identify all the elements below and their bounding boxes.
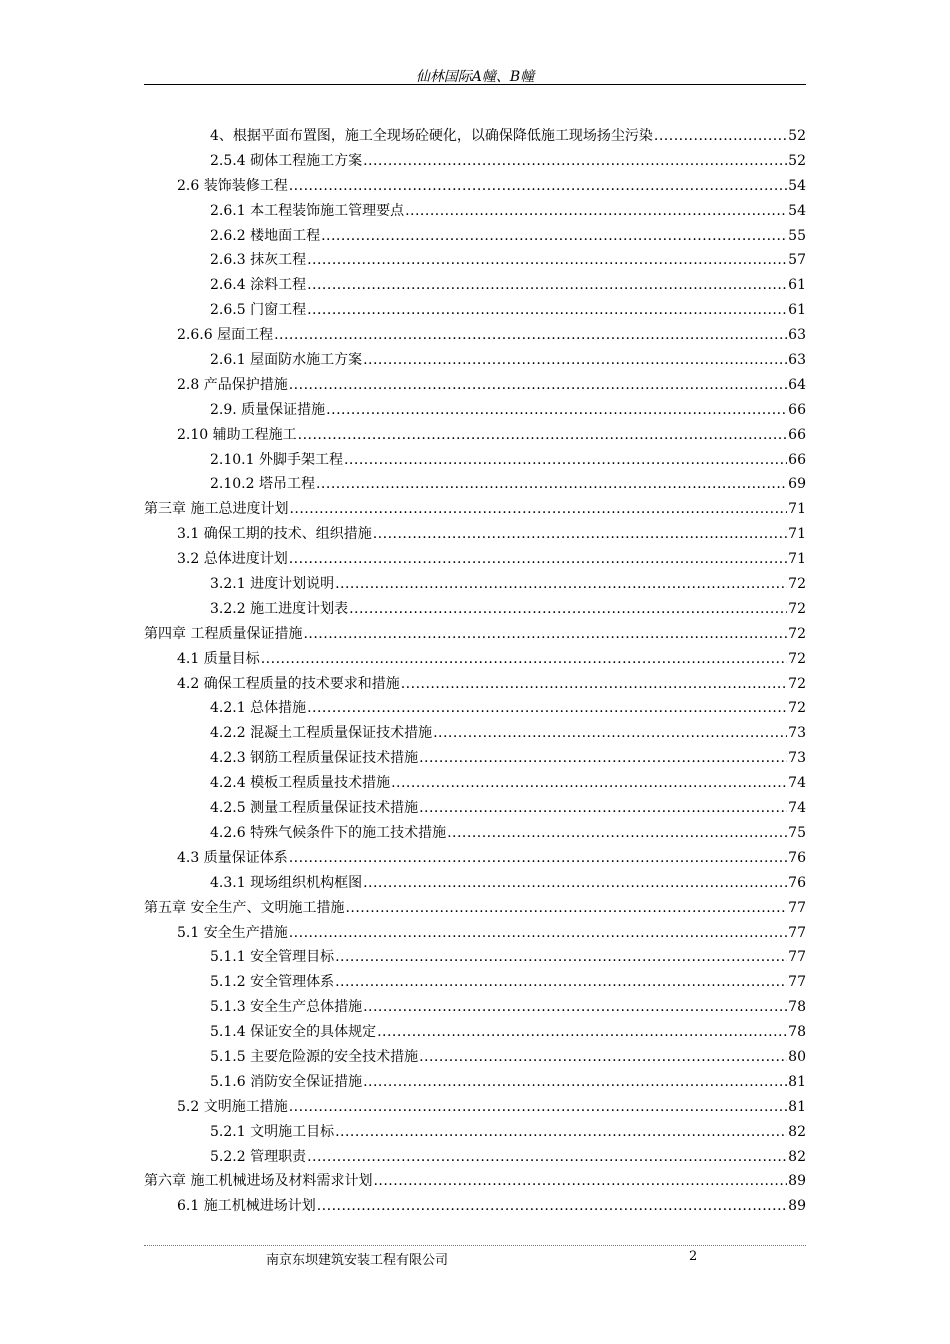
toc-entry[interactable] (144, 821, 806, 846)
toc-dot-leader (289, 174, 787, 199)
toc-entry[interactable] (144, 597, 806, 622)
toc-entry[interactable] (144, 124, 806, 149)
toc-entry-page-number: 52 (788, 128, 806, 144)
toc-entry-title: 2.6.3 抹灰工程 (210, 252, 307, 269)
toc-dot-leader (326, 398, 787, 423)
toc-entry[interactable] (144, 298, 806, 323)
toc-entry-page-number: 81 (788, 1098, 806, 1115)
toc-entry-title: 4.3 质量保证体系 (177, 849, 288, 866)
toc-entry[interactable] (144, 547, 806, 572)
table-of-contents (144, 124, 806, 1219)
toc-entry-page-number: 72 (788, 600, 806, 617)
toc-entry[interactable] (144, 174, 806, 199)
footer-page-number: 2 (689, 1249, 698, 1264)
toc-dot-leader (391, 771, 787, 796)
toc-entry-page-number: 77 (788, 924, 806, 941)
toc-entry-page-number: 71 (788, 501, 806, 518)
toc-entry[interactable] (144, 970, 806, 995)
toc-entry-page-number: 72 (788, 650, 806, 667)
toc-dot-leader (447, 821, 787, 846)
toc-entry-title: 5.1.6 消防安全保证措施 (210, 1073, 363, 1090)
toc-entry[interactable] (144, 273, 806, 298)
toc-dot-leader (289, 1095, 787, 1120)
toc-entry[interactable] (144, 945, 806, 970)
toc-entry[interactable] (144, 721, 806, 746)
toc-entry-title: 2.6.5 门窗工程 (210, 302, 307, 319)
toc-entry-title: 2.6.2 楼地面工程 (210, 227, 321, 244)
toc-entry-page-number: 78 (788, 999, 806, 1016)
toc-dot-leader (317, 1194, 787, 1219)
toc-entry[interactable] (144, 522, 806, 547)
toc-entry[interactable] (144, 1194, 806, 1219)
header-divider (144, 84, 806, 85)
toc-dot-leader (307, 696, 787, 721)
toc-dot-leader (316, 472, 787, 497)
toc-entry-title: 4、根据平面布置图，施工全现场砼硬化，以确保降低施工现场扬尘污染 (210, 128, 653, 144)
toc-entry-title: 4.2.5 测量工程质量保证技术措施 (210, 800, 419, 817)
toc-entry-page-number: 77 (788, 949, 806, 966)
toc-entry-title: 5.1.2 安全管理体系 (210, 974, 335, 991)
toc-entry-title: 5.2 文明施工措施 (177, 1098, 288, 1115)
toc-entry-page-number: 63 (788, 352, 806, 369)
toc-entry-page-number: 54 (788, 202, 806, 219)
toc-dot-leader (307, 273, 787, 298)
toc-entry[interactable] (144, 995, 806, 1020)
toc-entry-page-number: 77 (788, 899, 806, 916)
toc-dot-leader (307, 298, 787, 323)
toc-dot-leader (373, 1169, 787, 1194)
toc-dot-leader (419, 746, 787, 771)
toc-entry-page-number: 75 (788, 824, 806, 841)
toc-dot-leader (345, 896, 787, 921)
toc-entry-page-number: 81 (788, 1073, 806, 1090)
toc-dot-leader (363, 995, 787, 1020)
toc-entry-page-number: 76 (788, 874, 806, 891)
toc-dot-leader (377, 1020, 787, 1045)
toc-entry-title: 4.2.3 钢筋工程质量保证技术措施 (210, 750, 419, 767)
toc-entry[interactable] (144, 248, 806, 273)
toc-entry-title: 5.1 安全生产措施 (177, 924, 288, 941)
toc-entry-title: 5.2.2 管理职责 (210, 1148, 307, 1165)
toc-entry-title: 5.1.4 保证安全的具体规定 (210, 1024, 377, 1041)
toc-entry[interactable] (144, 348, 806, 373)
toc-dot-leader (335, 970, 787, 995)
toc-entry[interactable] (144, 771, 806, 796)
toc-dot-leader (289, 547, 787, 572)
toc-dot-leader (654, 124, 787, 149)
toc-entry-title: 2.6 装饰装修工程 (177, 177, 288, 194)
toc-entry[interactable] (144, 746, 806, 771)
toc-entry-title: 4.2.6 特殊气候条件下的施工技术措施 (210, 824, 447, 841)
toc-entry[interactable] (144, 149, 806, 174)
toc-entry-page-number: 64 (788, 376, 806, 393)
toc-dot-leader (363, 348, 787, 373)
footer-company-name: 南京东坝建筑安装工程有限公司 (266, 1253, 449, 1268)
toc-entry-page-number: 69 (788, 476, 806, 493)
toc-entry[interactable] (144, 199, 806, 224)
toc-entry[interactable] (144, 373, 806, 398)
toc-entry-title: 2.6.4 涂料工程 (210, 277, 307, 294)
toc-entry[interactable] (144, 323, 806, 348)
toc-entry[interactable] (144, 1020, 806, 1045)
toc-entry-page-number: 89 (788, 1198, 806, 1215)
toc-dot-leader (401, 672, 787, 697)
toc-entry[interactable] (144, 1070, 806, 1095)
toc-entry-page-number: 82 (788, 1123, 806, 1140)
toc-entry-title: 4.2.2 混凝土工程质量保证技术措施 (210, 725, 433, 742)
toc-entry[interactable] (144, 472, 806, 497)
toc-dot-leader (289, 846, 787, 871)
toc-dot-leader (419, 1045, 787, 1070)
toc-dot-leader (335, 572, 787, 597)
toc-entry[interactable] (144, 448, 806, 473)
toc-entry-title: 2.6.1 本工程装饰施工管理要点 (210, 202, 405, 219)
toc-entry-page-number: 71 (788, 526, 806, 543)
toc-dot-leader (307, 1145, 787, 1170)
toc-dot-leader (307, 248, 787, 273)
toc-entry-page-number: 55 (788, 227, 806, 244)
toc-entry-title: 2.6.6 屋面工程 (177, 327, 274, 344)
toc-entry-title: 4.3.1 现场组织机构框图 (210, 874, 363, 891)
toc-entry-title: 3.1 确保工期的技术、组织措施 (177, 526, 372, 543)
toc-entry[interactable] (144, 497, 806, 522)
toc-entry[interactable] (144, 921, 806, 946)
toc-entry-title: 2.10.1 外脚手架工程 (210, 451, 343, 468)
toc-entry-title: 5.1.1 安全管理目标 (210, 949, 335, 966)
toc-entry[interactable] (144, 224, 806, 249)
toc-entry[interactable] (144, 398, 806, 423)
toc-entry-title: 第四章 工程质量保证措施 (144, 625, 303, 642)
toc-entry-title: 2.10.2 塔吊工程 (210, 476, 315, 493)
toc-entry-page-number: 82 (788, 1148, 806, 1165)
toc-entry-title: 2.6.1 屋面防水施工方案 (210, 352, 363, 369)
toc-dot-leader (433, 721, 787, 746)
toc-entry-title: 2.9. 质量保证措施 (210, 401, 326, 418)
toc-entry[interactable] (144, 796, 806, 821)
toc-entry-title: 2.5.4 砌体工程施工方案 (210, 152, 363, 169)
toc-entry-title: 3.2 总体进度计划 (177, 551, 288, 568)
toc-dot-leader (261, 647, 787, 672)
toc-dot-leader (363, 1070, 787, 1095)
toc-entry[interactable] (144, 1169, 806, 1194)
toc-dot-leader (419, 796, 787, 821)
toc-entry-page-number: 74 (788, 800, 806, 817)
toc-entry-title: 3.2.2 施工进度计划表 (210, 600, 349, 617)
toc-entry-title: 2.8 产品保护措施 (177, 376, 288, 393)
footer-divider (144, 1245, 806, 1246)
toc-entry[interactable] (144, 423, 806, 448)
toc-entry-title: 3.2.1 进度计划说明 (210, 576, 335, 593)
toc-entry[interactable] (144, 846, 806, 871)
toc-entry[interactable] (144, 572, 806, 597)
toc-entry[interactable] (144, 1120, 806, 1145)
toc-entry-title: 5.2.1 文明施工目标 (210, 1123, 335, 1140)
toc-dot-leader (363, 149, 787, 174)
toc-entry[interactable] (144, 696, 806, 721)
toc-dot-leader (298, 423, 788, 448)
toc-entry-title: 第三章 施工总进度计划 (144, 501, 289, 518)
page-header-title: 仙林国际A幢、B幢 (415, 69, 535, 85)
toc-entry-page-number: 72 (788, 625, 806, 642)
toc-entry-title: 4.2.1 总体措施 (210, 700, 307, 717)
toc-dot-leader (344, 448, 787, 473)
toc-dot-leader (405, 199, 787, 224)
toc-entry-page-number: 66 (788, 451, 806, 468)
toc-entry-page-number: 76 (788, 849, 806, 866)
toc-entry-title: 4.2 确保工程质量的技术要求和措施 (177, 675, 400, 692)
toc-entry-page-number: 73 (788, 750, 806, 767)
toc-dot-leader (321, 224, 787, 249)
toc-dot-leader (335, 945, 787, 970)
toc-entry[interactable] (144, 622, 806, 647)
toc-entry-page-number: 78 (788, 1024, 806, 1041)
toc-entry-page-number: 77 (788, 974, 806, 991)
toc-entry-page-number: 72 (788, 700, 806, 717)
toc-entry-page-number: 89 (788, 1173, 806, 1190)
toc-entry-title: 6.1 施工机械进场计划 (177, 1198, 316, 1215)
toc-entry-page-number: 61 (788, 277, 806, 294)
toc-entry-page-number: 72 (788, 576, 806, 593)
toc-dot-leader (363, 871, 787, 896)
toc-entry-title: 4.2.4 模板工程质量技术措施 (210, 775, 391, 792)
toc-entry-page-number: 72 (788, 675, 806, 692)
toc-dot-leader (373, 522, 787, 547)
toc-entry-title: 第六章 施工机械进场及材料需求计划 (144, 1173, 373, 1190)
toc-dot-leader (303, 622, 787, 647)
toc-dot-leader (274, 323, 787, 348)
toc-entry-page-number: 52 (788, 152, 806, 169)
toc-entry[interactable] (144, 871, 806, 896)
toc-dot-leader (349, 597, 787, 622)
toc-entry[interactable] (144, 647, 806, 672)
toc-dot-leader (289, 921, 787, 946)
toc-entry[interactable] (144, 1045, 806, 1070)
toc-entry[interactable] (144, 896, 806, 921)
toc-entry-page-number: 73 (788, 725, 806, 742)
toc-dot-leader (289, 373, 787, 398)
toc-entry-page-number: 66 (788, 401, 806, 418)
toc-entry-page-number: 63 (788, 327, 806, 344)
toc-entry-title: 第五章 安全生产、文明施工措施 (144, 899, 345, 916)
toc-entry-page-number: 61 (788, 302, 806, 319)
toc-entry-page-number: 71 (788, 551, 806, 568)
toc-entry[interactable] (144, 1095, 806, 1120)
toc-entry-title: 5.1.3 安全生产总体措施 (210, 999, 363, 1016)
toc-entry-title: 5.1.5 主要危险源的安全技术措施 (210, 1048, 419, 1065)
toc-entry-title: 2.10 辅助工程施工 (177, 426, 297, 443)
toc-entry[interactable] (144, 672, 806, 697)
toc-entry[interactable] (144, 1145, 806, 1170)
toc-entry-page-number: 74 (788, 775, 806, 792)
toc-entry-page-number: 54 (788, 177, 806, 194)
toc-dot-leader (289, 497, 787, 522)
toc-entry-page-number: 80 (788, 1048, 806, 1065)
toc-entry-page-number: 66 (788, 426, 806, 443)
toc-dot-leader (335, 1120, 787, 1145)
toc-entry-page-number: 57 (788, 252, 806, 269)
toc-entry-title: 4.1 质量目标 (177, 650, 260, 667)
